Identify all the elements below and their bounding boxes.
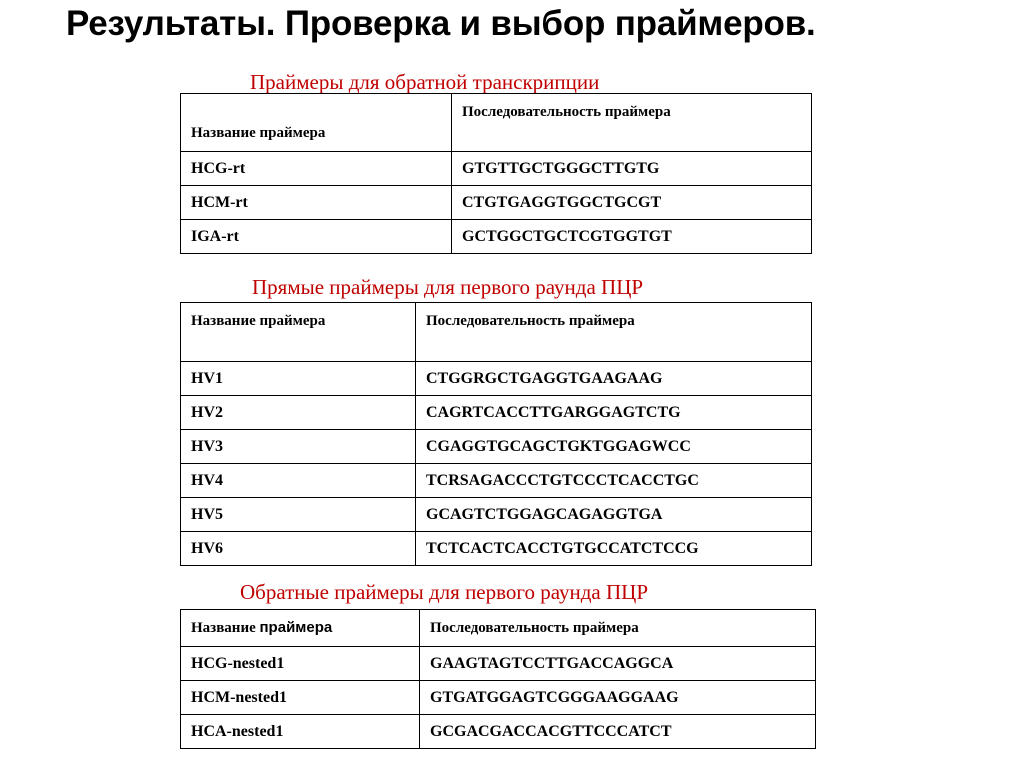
table-row	[181, 532, 812, 566]
header-primer-name: Название праймера	[181, 94, 452, 152]
primer-name: HV4	[181, 464, 416, 498]
primer-sequence: TCTCACTCACCTGTGCCATCTCCG	[416, 532, 812, 566]
header-primer-sequence: Последовательность праймера	[416, 303, 812, 362]
primer-name: HCG-nested1	[181, 647, 420, 681]
table-header-row	[181, 303, 812, 362]
primer-sequence: GCAGTCTGGAGCAGAGGTGA	[416, 498, 812, 532]
table-header-row	[181, 610, 816, 647]
primer-sequence: GTGTTGCTGGGCTTGTG	[452, 152, 812, 186]
table-row	[181, 715, 816, 749]
table-caption-rt: Праймеры для обратной транскрипции	[250, 70, 600, 94]
table-row	[181, 186, 812, 220]
header-primer-name: Название праймера	[181, 303, 416, 362]
slide-title: Результаты. Проверка и выбор праймеров.	[66, 4, 816, 43]
table-row	[181, 430, 812, 464]
primer-sequence: CGAGGTGCAGCTGKTGGAGWCC	[416, 430, 812, 464]
primer-name: HCA-nested1	[181, 715, 420, 749]
primer-table-rt	[180, 93, 812, 254]
header-primer-name-part2: праймера	[259, 619, 333, 636]
header-primer-name	[181, 610, 420, 647]
table-caption-forward: Прямые праймеры для первого раунда ПЦР	[252, 275, 644, 299]
primer-table-forward	[180, 302, 812, 566]
primer-name: HV5	[181, 498, 416, 532]
primer-sequence: CTGTGAGGTGGCTGCGT	[452, 186, 812, 220]
primer-name: HV2	[181, 396, 416, 430]
primer-sequence: TCRSAGACCCTGTCCCTCACCTGC	[416, 464, 812, 498]
primer-name: HV3	[181, 430, 416, 464]
table-caption-reverse: Обратные праймеры для первого раунда ПЦР	[240, 580, 648, 604]
table-row	[181, 681, 816, 715]
primer-sequence: GCTGGCTGCTCGTGGTGT	[452, 220, 812, 254]
primer-name: IGA-rt	[181, 220, 452, 254]
primer-name: HV6	[181, 532, 416, 566]
primer-table-reverse	[180, 609, 816, 749]
primer-sequence: GCGACGACCACGTTCCCATCT	[420, 715, 816, 749]
table-row	[181, 152, 812, 186]
table-row	[181, 362, 812, 396]
primer-name: HCM-rt	[181, 186, 452, 220]
primer-name: HCG-rt	[181, 152, 452, 186]
primer-name: HV1	[181, 362, 416, 396]
table-row	[181, 220, 812, 254]
table-row	[181, 647, 816, 681]
primer-sequence: CAGRTCACCTTGARGGAGTCTG	[416, 396, 812, 430]
primer-sequence: GAAGTAGTCCTTGACCAGGCA	[420, 647, 816, 681]
table-row	[181, 464, 812, 498]
header-primer-sequence: Последовательность праймера	[420, 610, 816, 647]
header-primer-name-part1: Название	[191, 620, 260, 636]
primer-name: HCM-nested1	[181, 681, 420, 715]
table-row	[181, 396, 812, 430]
primer-sequence: GTGATGGAGTCGGGAAGGAAG	[420, 681, 816, 715]
table-row	[181, 498, 812, 532]
primer-sequence: CTGGRGCTGAGGTGAAGAAG	[416, 362, 812, 396]
table-header-row	[181, 94, 812, 152]
header-primer-sequence: Последовательность праймера	[452, 94, 812, 152]
